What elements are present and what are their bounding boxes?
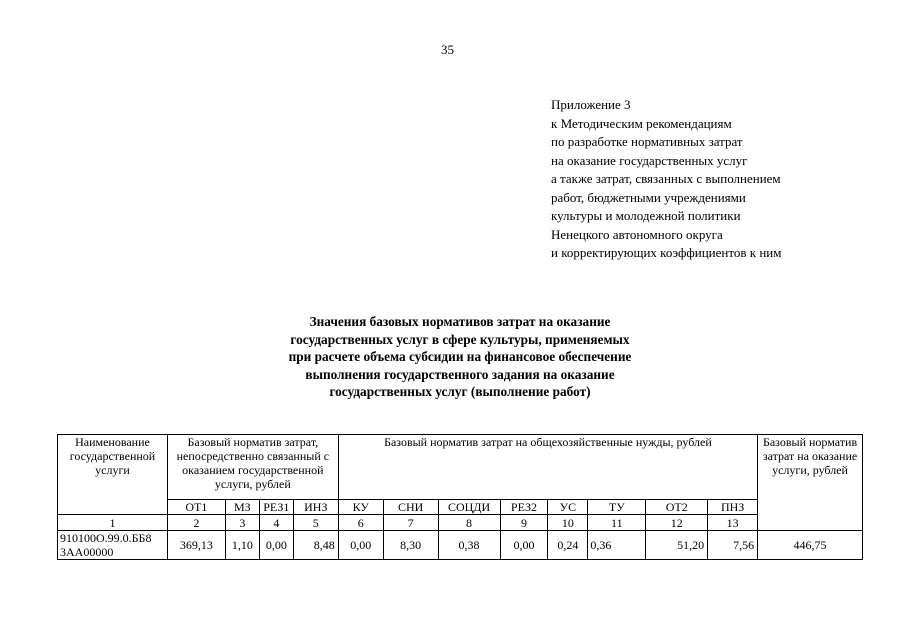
value-cell: 7,56 [708, 531, 758, 560]
value-cell: 446,75 [758, 531, 863, 560]
column-number-row [58, 515, 863, 531]
col-header: МЗ [225, 500, 259, 515]
col-header: СНИ [383, 500, 438, 515]
value-cell: 0,38 [438, 531, 500, 560]
value-cell: 369,13 [167, 531, 225, 560]
appendix-line: работ, бюджетными учреждениями [551, 189, 746, 205]
service-code-cell [58, 531, 168, 560]
appendix-line: по разработке нормативных затрат [551, 134, 743, 149]
col-header: ОТ2 [646, 500, 708, 515]
title-line: государственных услуг (выполнение работ) [329, 384, 591, 400]
column-number: 9 [500, 515, 548, 531]
col-header: ИНЗ [293, 500, 338, 515]
column-number: 10 [548, 515, 588, 531]
title-line: выполнения государственного задания на оказание [305, 366, 615, 382]
table-row [58, 531, 863, 560]
page-number: 35 [441, 42, 454, 57]
column-number: 7 [383, 515, 438, 531]
header-row [58, 435, 863, 500]
header-general-costs: Базовый норматив затрат на общехозяйственные нужды, рублей [338, 435, 757, 500]
appendix-line: и корректирующих коэффициентов к ним [551, 245, 782, 260]
subheader-row [58, 500, 863, 515]
col-header: КУ [338, 500, 383, 515]
col-header: РЕЗ1 [259, 500, 293, 515]
column-number: 12 [646, 515, 708, 531]
value-cell: 1,10 [225, 531, 259, 560]
appendix-line: Приложение 3 [551, 97, 631, 112]
value-cell: 8,48 [293, 531, 338, 560]
appendix-line: к Методическим рекомендациям [551, 115, 732, 131]
title-line: Значения базовых нормативов затрат на оказание [309, 314, 611, 329]
col-header: РЕЗ2 [500, 500, 548, 515]
value-cell: 0,36 [588, 531, 646, 560]
column-number: 13 [708, 515, 758, 531]
title-line: государственных услуг в сфере культуры, применяемых [290, 331, 630, 347]
appendix-line: а также затрат, связанных с выполнением [551, 171, 781, 186]
service-code-line: 3АА00000 [60, 545, 114, 559]
column-number: 1 [58, 515, 168, 531]
appendix-block [551, 96, 781, 263]
value-cell: 8,30 [383, 531, 438, 560]
value-cell: 0,00 [338, 531, 383, 560]
col-header: ОТ1 [167, 500, 225, 515]
header-total-norm: Базовый норматив затрат на оказание услуги, рублей [758, 435, 863, 531]
document-title [220, 313, 700, 401]
column-number: 4 [259, 515, 293, 531]
value-cell: 0,00 [259, 531, 293, 560]
appendix-line: Ненецкого автономного округа [551, 226, 723, 242]
column-number: 11 [588, 515, 646, 531]
norms-table [57, 434, 863, 560]
value-cell: 51,20 [646, 531, 708, 560]
column-number: 6 [338, 515, 383, 531]
col-header: СОЦДИ [438, 500, 500, 515]
col-header: ПНЗ [708, 500, 758, 515]
header-direct-costs: Базовый норматив затрат, непосредственно связанный с оказанием государственной услуги, рублей [167, 435, 338, 500]
title-line: при расчете объема субсидии на финансовое обеспечение [288, 349, 632, 365]
appendix-line: культуры и молодежной политики [551, 208, 741, 223]
value-cell: 0,00 [500, 531, 548, 560]
col-header: УС [548, 500, 588, 515]
service-code-line: 910100О.99.0.ББ8 [60, 531, 152, 545]
column-number: 8 [438, 515, 500, 531]
column-number: 5 [293, 515, 338, 531]
col-header: ТУ [588, 500, 646, 515]
header-service-name: Наименование государственной услуги [58, 435, 168, 515]
value-cell: 0,24 [548, 531, 588, 560]
appendix-line: на оказание государственных услуг [551, 152, 748, 168]
column-number: 3 [225, 515, 259, 531]
column-number: 2 [167, 515, 225, 531]
